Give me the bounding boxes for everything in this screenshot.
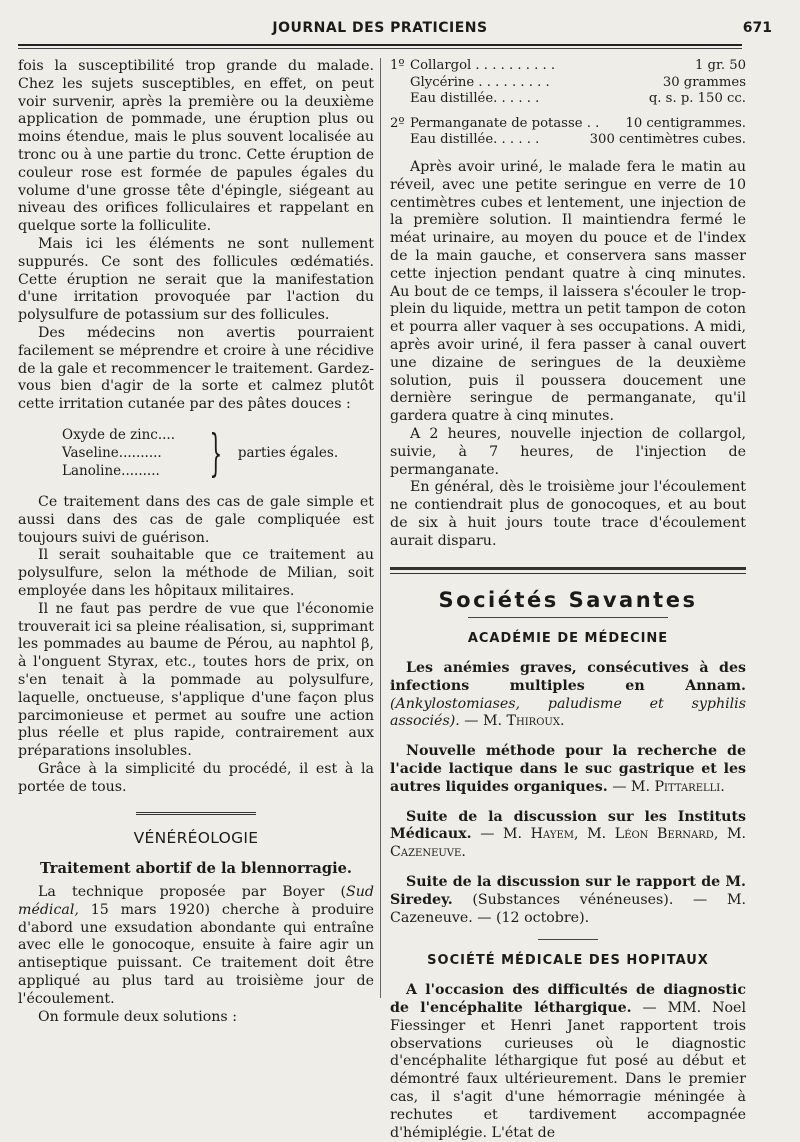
paragraph: Mais ici les éléments ne sont nullement suppurés. Ce sont des follicules œdématiés. Cette éruption ne serait que la manifestation d'une irritation provoquée par l'action du polysulfure de potassium sur des follicules. — [18, 235, 374, 324]
society-heading: SOCIÉTÉ MÉDICALE DES HOPITAUX — [427, 953, 709, 969]
society-heading: ACADÉMIE DE MÉDECINE — [467, 631, 669, 647]
formula-row: 2º Permanganate de potasse . . 10 centigrammes. — [390, 115, 746, 131]
right-column — [390, 58, 746, 1141]
paragraph: Ce traitement dans des cas de gale simple et aussi dans des cas de gale compliquée est toujours suivi de guérison. — [18, 493, 374, 546]
paragraph: fois la susceptibilité trop grande du malade. Chez les sujets susceptibles, en effet, on peut voir survenir, après la première ou la deuxième application de pommade, une éruption plus ou moins étendue, mais le plus souvent localisée au tronc ou à une partie du tronc. Cette éruption de couleur rose est formée de papules égales du volume d'une grosse tête d'épingle, siégeant au niveau des orifices folliculaires et rappelant en quelque sorte la folliculite. — [18, 58, 374, 235]
solution-formulas — [390, 58, 746, 149]
journal-title: JOURNAL DES PRATICIENS — [272, 20, 488, 36]
paragraph: Après avoir uriné, le malade fera le matin au réveil, avec une petite seringue en verre de 10 centimètres cubes et lentement, une injection de la première solution. Il maintiendra fermé le méat urinaire, au moyen du pouce et de l'index de la main gauche, et conservera sans masser cette injection pendant quatre à cinq minutes. Au bout de ce temps, il laissera s'écouler le trop-plein du liquide, mettra un petit tampon de coton et pourra aller vaquer à ses occupations. A midi, après avoir uriné, il fera passer à canal ouvert une dizaine de seringues de la deuxième solution, puis il poussera doucement une dernière seringue de permanganate, qu'il gardera quatre à cinq minutes. — [390, 158, 746, 425]
session-item: Suite de la discussion sur le rapport de M. Siredey. (Substances vénéneuses). — M. Cazeneuve. — (12 octobre). — [390, 874, 746, 926]
formula-row: Eau distillée. . . . . . 300 centimètres cubes. — [410, 132, 746, 148]
ointment-formula — [62, 423, 374, 482]
paragraph: La technique proposée par Boyer (Sud médical, 15 mars 1920) cherche à produire d'abord une exsudation abondante qui entraîne avec elle le gonocoque, ensuite à faire agir un antiseptique puissant. Ce traitement doit être appliqué au plus tard au troisième jour de l'écoulement. — [18, 884, 374, 1007]
page-header — [18, 18, 772, 42]
session-item: A l'occasion des difficultés de diagnostic de l'encéphalite léthargique. — MM. Noel Fiessinger et Henri Janet rapportent trois observations curieuses où le diagnostic d'encéphalite léthargique fut posé au début et démontré faux ultérieurement. Dans le premier cas, il s'agit d'une hémorragie méningée à rechutes et tardivement accompagnée d'hémiplégie. L'état de — [390, 982, 746, 1141]
section-heading: Sociétés Savantes — [438, 587, 698, 612]
formula-row: Glycérine . . . . . . . . . 30 grammes — [410, 74, 746, 90]
session-item: Les anémies graves, consécutives à des infections multiples en Annam. (Ankylostomiases, paludisme et syphilis associés). — M. Thiroux. — [390, 660, 746, 730]
ingredient: Oxyde de zinc.... — [62, 426, 176, 443]
article-title: Traitement abortif de la blennorragie. — [40, 860, 352, 878]
paragraph: En général, dès le troisième jour l'écoulement ne contiendrait plus de gonocoques, et au bout de six à huit jours toute trace d'écoulement aurait disparu. — [390, 479, 746, 549]
session-item: Suite de la discussion sur les Instituts Médicaux. — M. Hayem, M. Léon Bernard, M. Cazeneuve. — [390, 808, 746, 861]
left-column — [18, 58, 374, 1069]
header-rule — [18, 44, 742, 46]
paragraph: Il serait souhaitable que ce traitement au polysulfure, selon la méthode de Milian, soit employée dans les hôpitaux militaires. — [18, 547, 374, 599]
paragraph: A 2 heures, nouvelle injection de collargol, suivie, à 7 heures, de l'injection de permanganate. — [390, 425, 746, 478]
section-rule-thin — [390, 573, 746, 574]
section-rule — [390, 567, 746, 570]
session-item: Nouvelle méthode pour la recherche de l'acide lactique dans le suc gastrique et les autres liquides organiques. — M. Pittarelli. — [390, 743, 746, 795]
formula-row: Eau distillée. . . . . . q. s. p. 150 cc. — [410, 91, 746, 107]
section-separator — [136, 812, 256, 816]
ingredients-note: parties égales. — [237, 444, 339, 461]
paragraph: On formule deux solutions : — [38, 1008, 237, 1025]
column-divider — [380, 58, 381, 998]
ingredient: Vaseline.......... — [62, 444, 162, 461]
page-number: 671 — [742, 20, 772, 36]
formula-row: 1º Collargol . . . . . . . . . . 1 gr. 50 — [390, 58, 746, 73]
section-heading: VÉNÉRÉOLOGIE — [133, 829, 259, 848]
heading-underline — [468, 617, 668, 618]
paragraph: Grâce à la simplicité du procédé, il est à la portée de tous. — [18, 760, 374, 795]
ingredient: Lanoline......... — [62, 462, 160, 479]
brace-glyph: } — [209, 423, 223, 482]
society-separator — [538, 939, 598, 940]
paragraph: Des médecins non avertis pourraient facilement se méprendre et croire à une récidive de la gale et recommencer le traitement. Gardez-vous bien d'agir de la sorte et calmez plutôt cette irritation cutanée par des pâtes douces : — [18, 324, 374, 413]
source-citation: Sud médical, — [18, 884, 374, 918]
paragraph: Il ne faut pas perdre de vue que l'économie trouverait ici sa pleine réalisation, si, supprimant les pommades au baume de Pérou, au naphtol β, à l'onguent Styrax, etc., toutes hors de prix, on s'en tenait à la pommade au polysulfure, laquelle, onctueuse, s'applique d'une façon plus parcimonieuse et permet au soufre une action plus réelle et plus rapide, contrairement aux préparations insolubles. — [18, 600, 374, 760]
header-rule-thin — [18, 48, 742, 49]
